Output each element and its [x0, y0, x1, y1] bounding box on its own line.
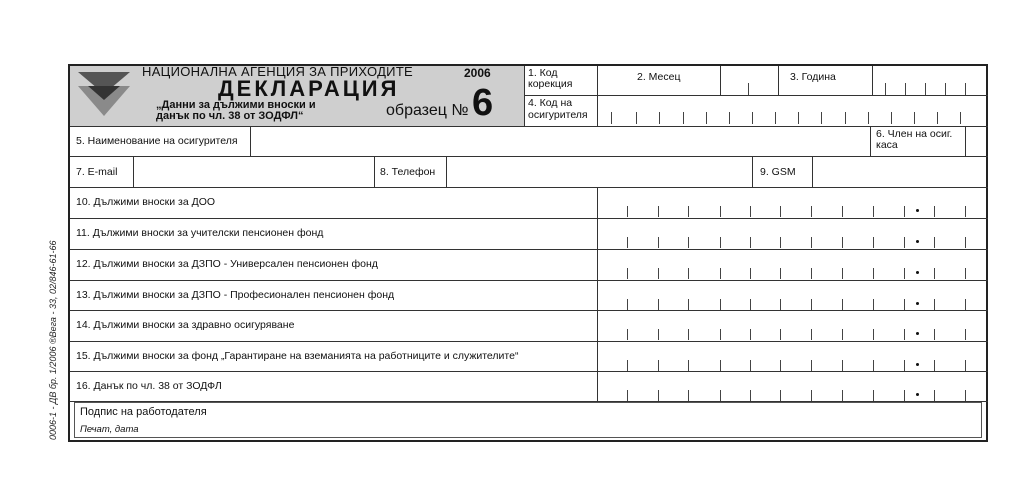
cell-tick [904, 390, 905, 401]
cell-tick [904, 268, 905, 279]
godina-label: 3. Година [790, 71, 836, 83]
row-line [70, 218, 988, 219]
cell-tick [627, 268, 628, 279]
cell-tick [904, 237, 905, 248]
cell-tick [780, 390, 781, 401]
mesec-label: 2. Месец [637, 71, 681, 83]
row-line [70, 341, 988, 342]
cell-tick [925, 83, 926, 95]
cell-tick [658, 390, 659, 401]
cell-tick [659, 112, 660, 124]
cell-tick [965, 237, 966, 248]
decimal-dot [916, 302, 919, 305]
cell-tick [868, 112, 869, 124]
cell-tick [842, 360, 843, 371]
cell-tick [811, 360, 812, 371]
cell-tick [873, 299, 874, 310]
grid-line [374, 156, 375, 187]
cell-tick [636, 112, 637, 124]
cell-tick [688, 237, 689, 248]
cell-tick [934, 329, 935, 340]
signature-box[interactable] [74, 402, 982, 438]
cell-tick [891, 112, 892, 124]
grid-line [250, 126, 251, 156]
cell-tick [780, 360, 781, 371]
cell-tick [720, 360, 721, 371]
cell-tick [873, 360, 874, 371]
row-label-11: 11. Дължими вноски за учителски пенсионен фонд [76, 227, 324, 239]
grid-line [752, 156, 753, 187]
cell-tick [720, 299, 721, 310]
gsm-label: 9. GSM [760, 166, 796, 178]
cell-tick [750, 299, 751, 310]
cell-tick [914, 112, 915, 124]
cell-tick [934, 268, 935, 279]
row-label-13: 13. Дължими вноски за ДЗПО - Професионален пенсионен фонд [76, 289, 395, 301]
form-title: ДЕКЛАРАЦИЯ [218, 76, 400, 101]
kod-box-divider [597, 66, 598, 126]
cell-tick [811, 299, 812, 310]
cell-tick [811, 268, 812, 279]
agency-name: НАЦИОНАЛНА АГЕНЦИЯ ЗА ПРИХОДИТЕ [142, 64, 414, 79]
cell-tick [904, 206, 905, 217]
cell-tick [627, 237, 628, 248]
cell-tick [811, 390, 812, 401]
cell-tick [775, 112, 776, 124]
row-label-12: 12. Дължими вноски за ДЗПО - Универсален пенсионен фонд [76, 258, 378, 270]
cell-tick [720, 237, 721, 248]
cell-tick [780, 299, 781, 310]
cell-tick [937, 112, 938, 124]
grid-line [870, 126, 871, 156]
cell-tick [811, 329, 812, 340]
cell-tick [752, 112, 753, 124]
cell-tick [934, 390, 935, 401]
row-label-14: 14. Дължими вноски за здравно осигуряване [76, 319, 295, 331]
cell-tick [688, 390, 689, 401]
form-subtitle-1: „Данни за дължими вноски и [156, 99, 316, 111]
grid-line [446, 156, 447, 187]
nap-logo-icon [78, 72, 130, 118]
kod-korekcia-label-1: 1. Код [528, 67, 558, 79]
cell-tick [945, 83, 946, 95]
cell-tick [873, 390, 874, 401]
cell-tick [934, 360, 935, 371]
cell-tick [750, 268, 751, 279]
cell-tick [627, 299, 628, 310]
cell-tick [627, 329, 628, 340]
side-print-info: 0006-1 - ДВ бр. 1/2006 ®Вега - 33, 02/846-61-66 [48, 240, 58, 440]
row-line [70, 310, 988, 311]
row-line [70, 280, 988, 281]
cell-tick [905, 83, 906, 95]
cell-tick [842, 237, 843, 248]
cell-tick [627, 360, 628, 371]
decimal-dot [916, 240, 919, 243]
member-label-2: каса [876, 139, 898, 151]
grid-line [965, 126, 966, 156]
cell-tick [658, 206, 659, 217]
grid-line [872, 66, 873, 96]
cell-tick [965, 268, 966, 279]
signature-hint: Печат, дата [80, 424, 139, 435]
cell-tick [627, 390, 628, 401]
cell-tick [658, 360, 659, 371]
cell-tick [688, 299, 689, 310]
cell-tick [780, 237, 781, 248]
email-label: 7. E-mail [76, 166, 118, 178]
cell-tick [720, 268, 721, 279]
row-line [70, 156, 988, 157]
kod-osig-label-1: 4. Код на [528, 97, 573, 109]
cell-tick [683, 112, 684, 124]
cell-tick [821, 112, 822, 124]
top-fields-divider [524, 95, 988, 96]
cell-tick [720, 206, 721, 217]
cell-tick [811, 206, 812, 217]
row-label-16: 16. Данък по чл. 38 от ЗОДФЛ [76, 380, 222, 392]
row-label-15: 15. Дължими вноски за фонд „Гарантиране на вземанията на работниците и служителите“ [76, 350, 519, 362]
cell-tick [750, 237, 751, 248]
row-line [70, 249, 988, 250]
cell-tick [780, 329, 781, 340]
cell-tick [904, 329, 905, 340]
cell-tick [748, 83, 749, 95]
form-year: 2006 [464, 66, 491, 80]
name-label: 5. Наименование на осигурителя [76, 135, 238, 147]
cell-tick [611, 112, 612, 124]
cell-tick [658, 299, 659, 310]
cell-tick [842, 329, 843, 340]
kod-osig-label-2: осигурителя [528, 109, 588, 121]
cell-tick [960, 112, 961, 124]
header-bottom-line [70, 126, 988, 127]
cell-tick [842, 206, 843, 217]
row-line [70, 187, 988, 188]
cell-tick [780, 268, 781, 279]
decimal-dot [916, 332, 919, 335]
sample-number: 6 [472, 82, 494, 124]
cell-tick [688, 268, 689, 279]
cell-tick [706, 112, 707, 124]
cell-tick [658, 329, 659, 340]
cell-tick [873, 237, 874, 248]
cell-tick [873, 329, 874, 340]
row-line [70, 401, 988, 402]
cell-tick [842, 268, 843, 279]
decimal-dot [916, 271, 919, 274]
cell-tick [729, 112, 730, 124]
kod-korekcia-label-2: корекция [528, 78, 573, 90]
cell-tick [965, 299, 966, 310]
cell-tick [965, 329, 966, 340]
row-label-10: 10. Дължими вноски за ДОО [76, 196, 216, 208]
cell-tick [750, 329, 751, 340]
row-line [70, 371, 988, 372]
cell-tick [965, 206, 966, 217]
grid-line [812, 156, 813, 187]
cell-tick [780, 206, 781, 217]
cell-tick [720, 329, 721, 340]
header-divider [524, 66, 525, 126]
decimal-dot [916, 393, 919, 396]
cell-tick [965, 390, 966, 401]
amount-column-divider [597, 187, 598, 401]
decimal-dot [916, 209, 919, 212]
cell-tick [842, 390, 843, 401]
cell-tick [811, 237, 812, 248]
cell-tick [688, 329, 689, 340]
cell-tick [885, 83, 886, 95]
cell-tick [627, 206, 628, 217]
cell-tick [750, 206, 751, 217]
cell-tick [965, 83, 966, 95]
member-label-1: 6. Член на осиг. [876, 128, 953, 140]
grid-line [133, 156, 134, 187]
form-subtitle-2: данък по чл. 38 от ЗОДФЛ“ [156, 110, 304, 122]
cell-tick [720, 390, 721, 401]
cell-tick [845, 112, 846, 124]
cell-tick [750, 390, 751, 401]
cell-tick [934, 237, 935, 248]
cell-tick [873, 206, 874, 217]
cell-tick [904, 299, 905, 310]
cell-tick [965, 360, 966, 371]
grid-line [778, 66, 779, 96]
cell-tick [658, 237, 659, 248]
grid-line [720, 66, 721, 96]
cell-tick [934, 299, 935, 310]
sample-label: образец № [386, 102, 469, 119]
cell-tick [658, 268, 659, 279]
decimal-dot [916, 363, 919, 366]
phone-label: 8. Телефон [380, 166, 436, 178]
cell-tick [873, 268, 874, 279]
cell-tick [798, 112, 799, 124]
cell-tick [934, 206, 935, 217]
cell-tick [750, 360, 751, 371]
cell-tick [688, 206, 689, 217]
cell-tick [904, 360, 905, 371]
signature-label: Подпис на работодателя [80, 406, 207, 418]
cell-tick [688, 360, 689, 371]
cell-tick [842, 299, 843, 310]
